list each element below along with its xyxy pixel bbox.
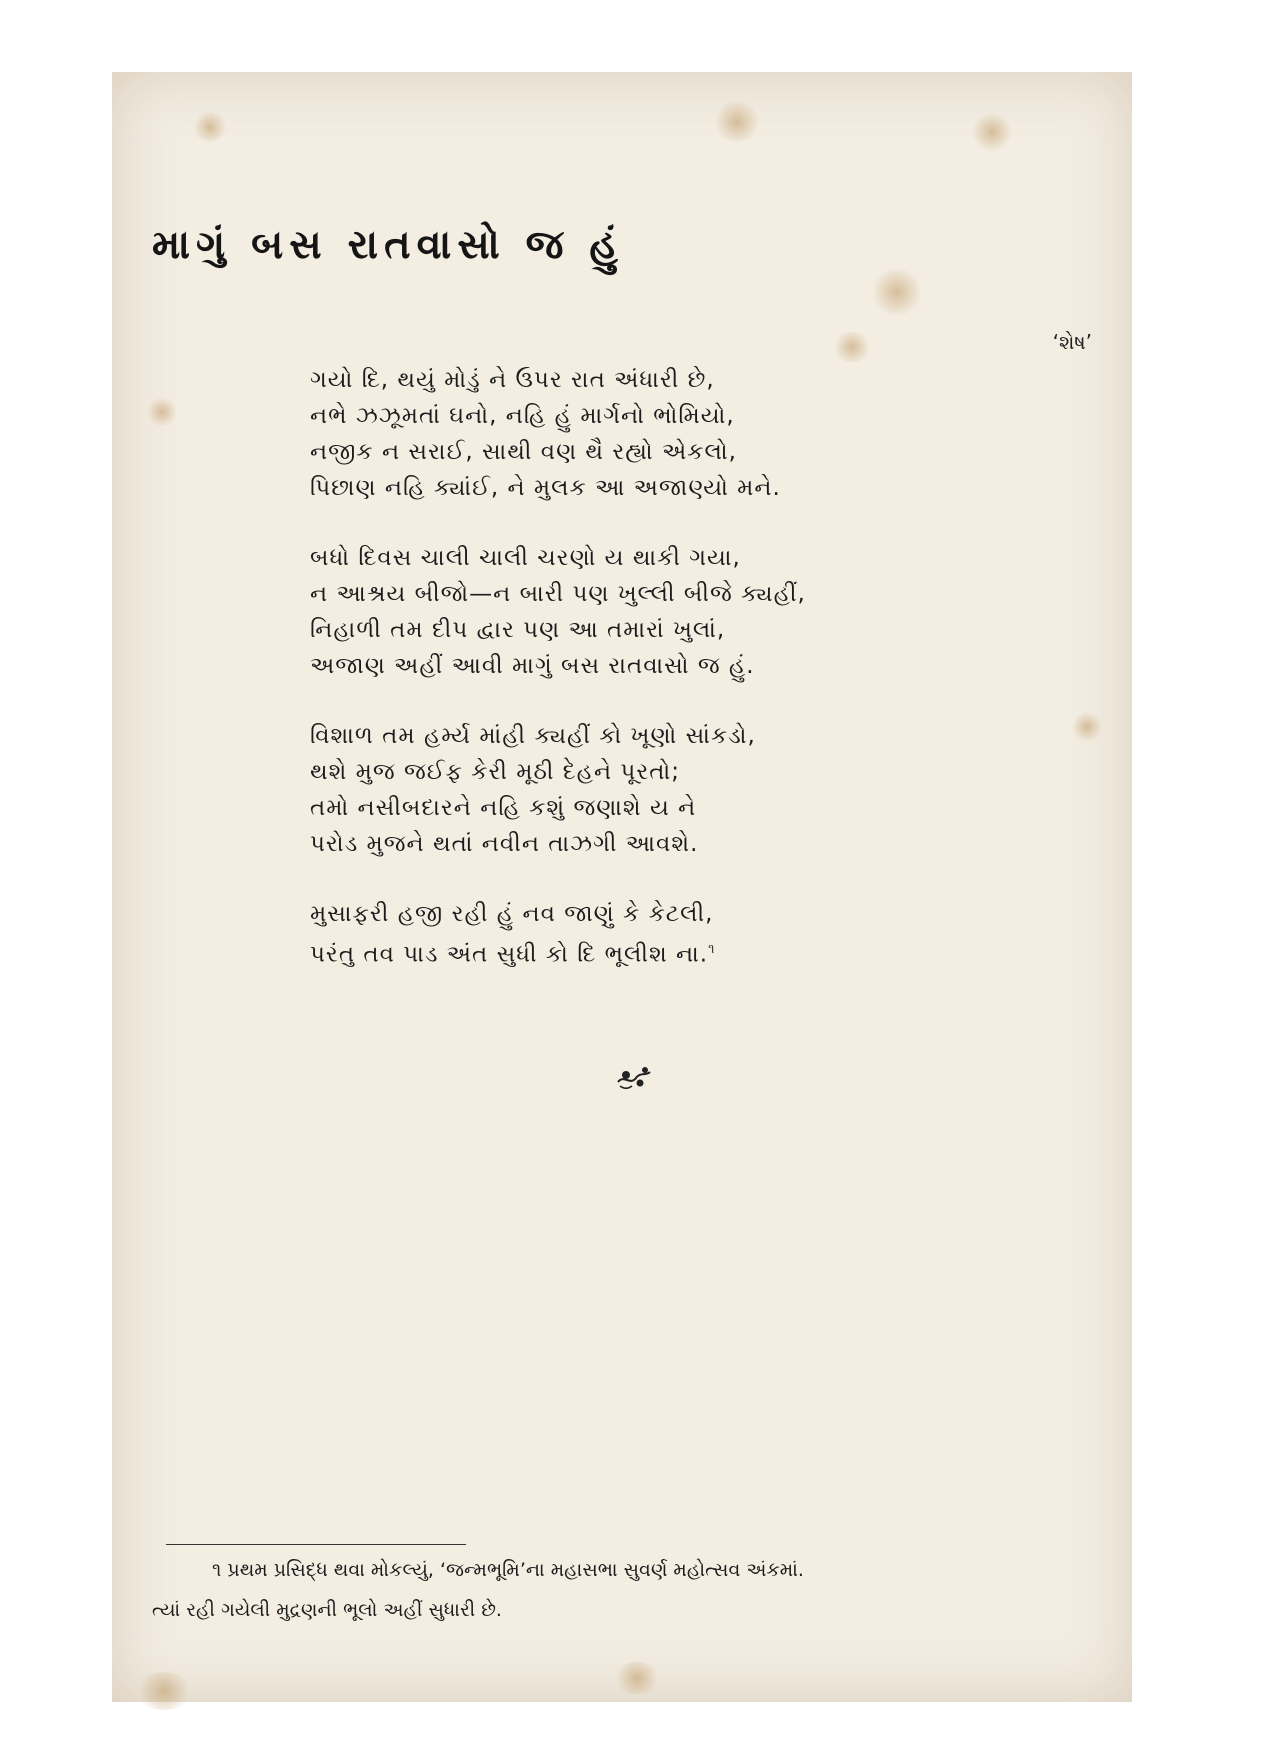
footnote-text: પ્રથમ પ્રસિદ્ધ થવા મોકલ્યું, ‘જન્મભૂમિ’ના મહાસભા સુવર્ણ મહોત્સવ અંકમાં. <box>227 1559 804 1581</box>
verse-line: ગયો દિ, થયું મોડું ને ઉપર રાત અંધારી છે, <box>310 367 715 393</box>
footnote-line: ત્યાં રહી ગયેલી મુદ્રણની ભૂલો અહીં સુધારી છે. <box>152 1599 502 1621</box>
verse-line: થશે મુજ જઈફ કેરી મૂઠી દેહને પૂરતો; <box>310 759 680 785</box>
paper-stain <box>712 102 762 142</box>
footnote <box>152 1550 1102 1630</box>
stanza-2 <box>310 540 970 684</box>
author-pen-name: ‘શેષ’ <box>1052 330 1092 354</box>
verse-text: પરંતુ તવ પાડ અંત સુધી કો દિ ભૂલીશ ના. <box>310 941 709 968</box>
paper-stain <box>832 332 872 362</box>
verse-line: તમો નસીબદારને નહિ કશું જણાશે ય ને <box>310 795 697 821</box>
footnote-number: ૧ <box>212 1559 222 1581</box>
footnote-marker: ૧ <box>708 942 716 957</box>
stanza-3 <box>310 718 970 862</box>
verse-line: નિહાળી તમ દીપ દ્વાર પણ આ તમારાં ખુલાં, <box>310 617 726 643</box>
paper-stain <box>147 397 177 427</box>
verse-line: નજીક ન સરાઈ, સાથી વણ થૈ રહ્યો એકલો, <box>310 439 737 465</box>
footnote-line <box>152 1550 1102 1590</box>
paper-stain <box>972 112 1012 152</box>
paper-stain <box>134 1672 194 1710</box>
verse-line: વિશાળ તમ હર્મ્ય માંહી ક્યહીં કો ખૂણો સાંકડો, <box>310 723 756 749</box>
verse-line: મુસાફરી હજી રહી હું નવ જાણું કે કેટલી, <box>310 901 714 927</box>
poem-title: માગું બસ રાતવાસો જ હું <box>152 222 624 268</box>
verse-line <box>310 932 970 968</box>
paper-stain <box>1072 712 1102 742</box>
stanza-1 <box>310 362 970 506</box>
floral-ornament-icon <box>614 1062 654 1092</box>
verse-line: ન આશ્રય બીજો—ન બારી પણ ખુલ્લી બીજે ક્યહીં, <box>310 581 806 607</box>
book-page <box>112 72 1132 1702</box>
footnote-divider <box>166 1544 466 1545</box>
paper-stain <box>872 267 922 317</box>
verse-line: અજાણ અહીં આવી માગું બસ રાતવાસો જ હું. <box>310 653 755 679</box>
paper-stain <box>192 112 228 142</box>
verse-line: પિછાણ નહિ ક્યાંઈ, ને મુલક આ અજાણ્યો મને. <box>310 475 781 501</box>
verse-line: પરોડ મુજને થતાં નવીન તાઝગી આવશે. <box>310 831 699 857</box>
verse-line: બધો દિવસ ચાલી ચાલી ચરણો ય થાકી ગયા, <box>310 545 741 571</box>
verse-line: નભે ઝઝૂમતાં ઘનો, નહિ હું માર્ગનો ભોમિયો, <box>310 403 735 429</box>
paper-stain <box>612 1662 662 1694</box>
stanza-4 <box>310 896 970 968</box>
